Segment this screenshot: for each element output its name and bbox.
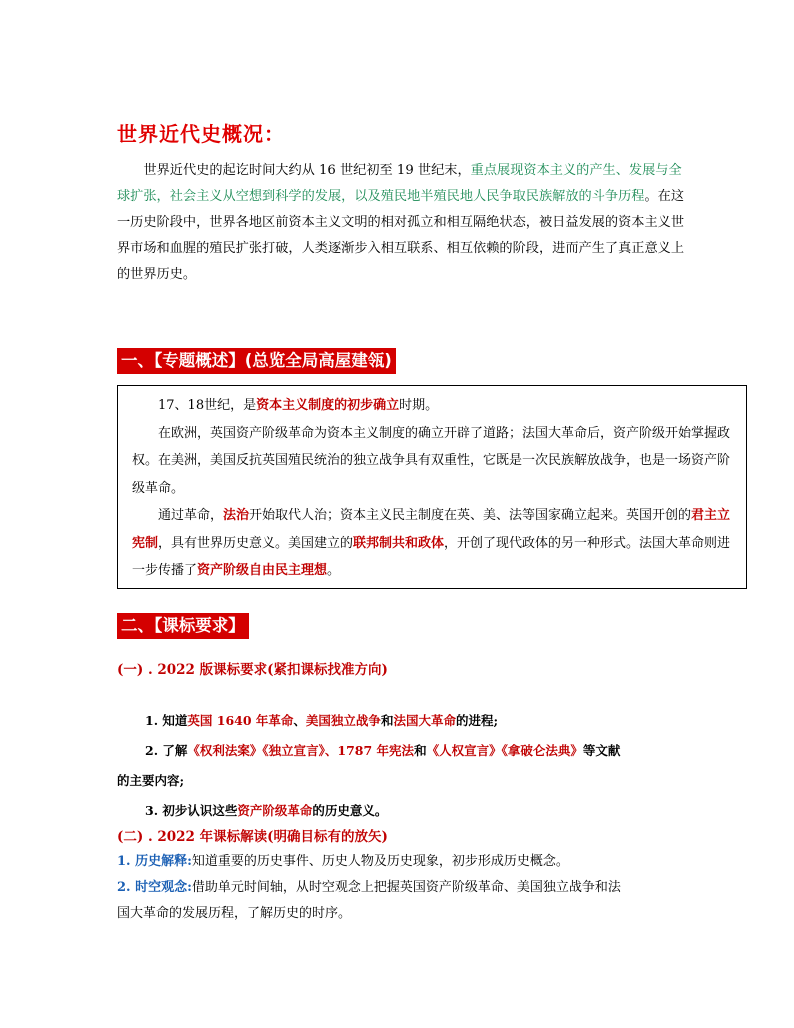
intro-text-2: 。在这一历史阶段中，世界各地区前资本主义文明的相对孤立和相互隔绝状态，被日益发展的资本主义世界市场和血腥的殖民扩张打破，人类逐渐步入相互联系、相互依赖的阶段，进而产生了真正意义上的世界历史。 — [117, 189, 685, 282]
subheading-2022-requirements: (一) . 2022 版课标要求(紧扣课标找准方向) — [117, 662, 388, 678]
subheading-2022-interpretation: (二) . 2022 年课标解读(明确目标有的放矢) — [117, 829, 388, 845]
list-item-continuation: 的主要内容; — [117, 773, 185, 788]
list-item: 1. 知道英国 1640 年革命、美国独立战争和法国大革命的进程; — [145, 713, 499, 728]
intro-highlight: 重点展现资本主义的产生、发展与全球扩张，社会主义从空想到科学的发展，以及殖民地半殖民地人民争取民族解放的斗争历程 — [117, 163, 682, 204]
intro-paragraph — [117, 158, 689, 288]
highlight-term: 资本主义制度的初步确立 — [256, 398, 400, 413]
section-label: 一、【专题概述】 — [121, 351, 245, 370]
section-heading-standards — [117, 613, 249, 639]
requirements-list — [117, 706, 717, 826]
intro-text-1: 世界近代史的起讫时间大约从 16 世纪初至 19 世纪末， — [143, 163, 471, 178]
list-item: 3. 初步认识这些资产阶级革命的历史意义。 — [145, 803, 388, 818]
highlight-term: 联邦制共和政体 — [353, 535, 445, 551]
highlight-term: 君主立宪制 — [132, 508, 731, 551]
page-title: 世界近代史概况： — [117, 122, 285, 146]
list-item: 1. 历史解释:知道重要的历史事件、历史人物及历史现象，初步形成历史概念。 — [117, 854, 569, 869]
highlight-term: 法治 — [223, 508, 250, 523]
item-label: 2. 时空观念: — [117, 880, 192, 895]
overview-box — [117, 385, 747, 589]
overview-paragraph-1: 17、18世纪，是资本主义制度的初步确立时期。 — [158, 398, 439, 413]
overview-paragraph-2: 在欧洲，英国资产阶级革命为资本主义制度的确立开辟了道路；法国大革命后，资产阶级开始掌握政权。在美洲，美国反抗英国殖民统治的独立战争具有双重性，它既是一次民族解放战争，也是一场资产阶级革命。 — [132, 425, 731, 496]
interpretation-list — [117, 849, 707, 927]
section-heading-overview — [117, 348, 396, 374]
item-label: 1. 历史解释: — [117, 854, 192, 869]
section-label: 二、【课标要求】 — [121, 616, 245, 635]
overview-paragraph-3: 通过革命，法治开始取代人治；资本主义民主制度在英、美、法等国家确立起来。英国开创的君主立宪制，具有世界历史意义。美国建立的联邦制共和政体，开创了现代政体的另一种形式。法国大革命则进一步传播了资产阶级自由民主理想。 — [132, 508, 731, 578]
list-item: 2. 时空观念:借助单元时间轴，从时空观念上把握英国资产阶级革命、美国独立战争和法 — [117, 880, 621, 895]
list-item: 2. 了解《权利法案》《独立宣言》、1787 年宪法和《人权宣言》《拿破仑法典》等文献 — [145, 743, 621, 758]
list-item-continuation: 国大革命的发展历程，了解历史的时序。 — [117, 906, 352, 921]
highlight-term: 资产阶级自由民主理想 — [197, 563, 328, 578]
section-note: (总览全局高屋建瓴) — [244, 351, 392, 370]
